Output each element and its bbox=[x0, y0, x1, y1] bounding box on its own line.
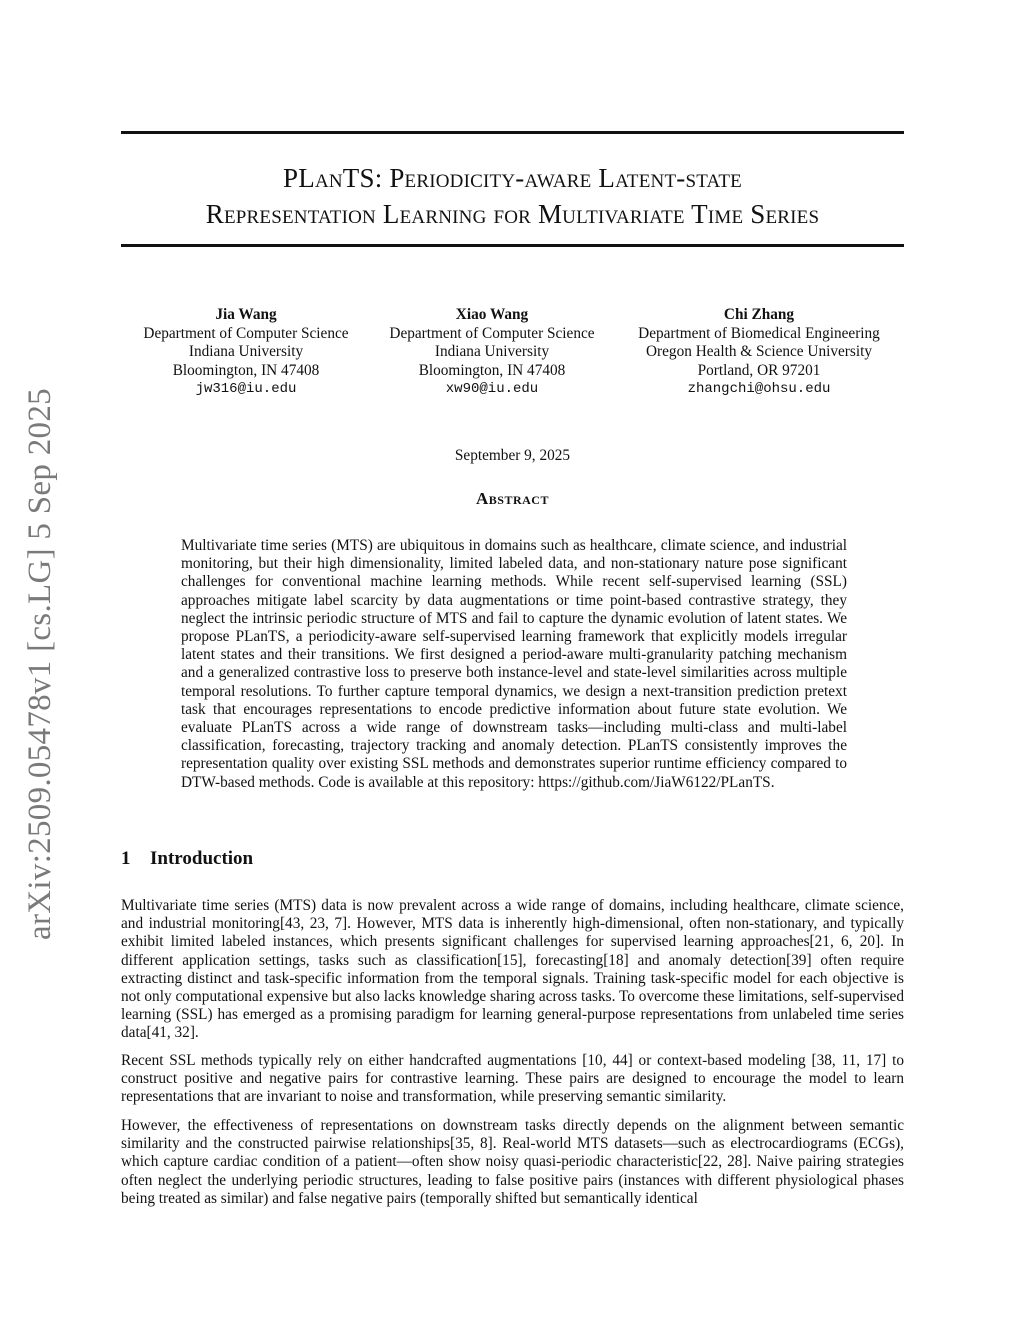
author-institution: Oregon Health & Science University bbox=[646, 343, 872, 360]
author-department: Department of Biomedical Engineering bbox=[638, 324, 880, 342]
author-name: Chi Zhang bbox=[723, 306, 795, 323]
author-location: Bloomington, IN 47408 bbox=[172, 361, 320, 379]
author-email[interactable]: jw316@iu.edu bbox=[195, 381, 297, 397]
title-line-1: PLanTS: Periodicity-aware Latent-state bbox=[283, 163, 742, 193]
author-institution: Indiana University bbox=[434, 343, 550, 360]
section-number: 1 bbox=[121, 848, 131, 869]
intro-paragraph-2: Recent SSL methods typically rely on either handcrafted augmentations [10, 44] or context-based modeling [38, 11, 17] to construct positive and negative pairs for contrastive learning. These pairs are designed to encourage the model to learn representations that are invariant to noise and transformation, while preserving semantic similarity. bbox=[121, 1052, 904, 1106]
intro-paragraph-3: However, the effectiveness of representations on downstream tasks directly depends on the alignment between semantic similarity and the constructed pairwise relationships[35, 8]. Real-world MTS datasets—such as electrocardiograms (ECGs), which capture cardiac condition of a patient—often show noisy quasi-periodic characteristic[22, 28]. Naive pairing strategies often neglect the underlying periodic structures, leading to false positive pairs (instances with different physiological phases being treated as similar) and false negative pairs (temporally shifted but semantically identical bbox=[121, 1117, 904, 1207]
author-email[interactable]: zhangchi@ohsu.edu bbox=[687, 381, 831, 397]
author-department: Department of Computer Science bbox=[143, 324, 349, 342]
arxiv-side-stamp[interactable]: arXiv:2509.05478v1 [cs.LG] 5 Sep 2025 bbox=[22, 388, 58, 940]
author-name: Xiao Wang bbox=[455, 306, 529, 323]
author-block bbox=[121, 306, 904, 406]
author-name: Jia Wang bbox=[215, 306, 277, 323]
intro-paragraph-1: Multivariate time series (MTS) data is now prevalent across a wide range of domains, including healthcare, climate science, and industrial monitoring[43, 23, 7]. However, MTS data is inherently high-dimensional, often non-stationary, and typically exhibit limited labeled instances, which presents significant challenges for supervised learning approaches[21, 6, 20]. In different application settings, tasks such as classification[15], forecasting[18] and anomaly detection[39] often require extracting distinct and task-specific information from the temporal signals. Training task-specific model for each objective is not only computational expensive but also lacks knowledge sharing across tasks. To overcome these limitations, self-supervised learning (SSL) has emerged as a promising paradigm for learning general-purpose representations from unlabeled time series data[41, 32]. bbox=[121, 897, 904, 1042]
paper-date: September 9, 2025 bbox=[454, 447, 571, 464]
author-xiao-wang bbox=[371, 306, 613, 399]
author-email[interactable]: xw90@iu.edu bbox=[445, 381, 539, 397]
title-line-2: Representation Learning for Multivariate Time Series bbox=[205, 199, 820, 229]
author-jia-wang bbox=[121, 306, 371, 399]
author-department: Department of Computer Science bbox=[389, 324, 595, 342]
paper-title bbox=[121, 160, 904, 232]
abstract-heading: Abstract bbox=[476, 489, 549, 508]
title-bottom-rule bbox=[121, 244, 904, 247]
author-institution: Indiana University bbox=[188, 343, 304, 360]
section-title: Introduction bbox=[150, 848, 254, 869]
author-location: Bloomington, IN 47408 bbox=[418, 361, 566, 379]
author-chi-zhang bbox=[617, 306, 901, 399]
section-heading-introduction bbox=[121, 848, 253, 870]
title-top-rule bbox=[121, 131, 904, 134]
author-location: Portland, OR 97201 bbox=[697, 361, 821, 379]
abstract-text: Multivariate time series (MTS) are ubiquitous in domains such as healthcare, climate science, and industrial monitoring, but their high dimensionality, limited labeled data, and non-stationary nature pose significant challenges for conventional machine learning methods. While recent self-supervised learning (SSL) approaches mitigate label scarcity by data augmentations or time point-based contrastive strategy, they neglect the intrinsic periodic structure of MTS and fail to capture the dynamic evolution of latent states. We propose PLanTS, a periodicity-aware self-supervised learning framework that explicitly models irregular latent states and their transitions. We first designed a period-aware multi-granularity patching mechanism and a generalized contrastive loss to preserve both instance-level and state-level similarities across multiple temporal resolutions. To further capture temporal dynamics, we design a next-transition prediction pretext task that encourages representations to encode predictive information about future state evolution. We evaluate PLanTS across a wide range of downstream tasks—including multi-class and multi-label classification, forecasting, trajectory tracking and anomaly detection. PLanTS consistently improves the representation quality over existing SSL methods and demonstrates superior runtime efficiency compared to DTW-based methods. Code is available at this repository: https://github.com/JiaW6122/PLanTS. bbox=[181, 537, 847, 791]
